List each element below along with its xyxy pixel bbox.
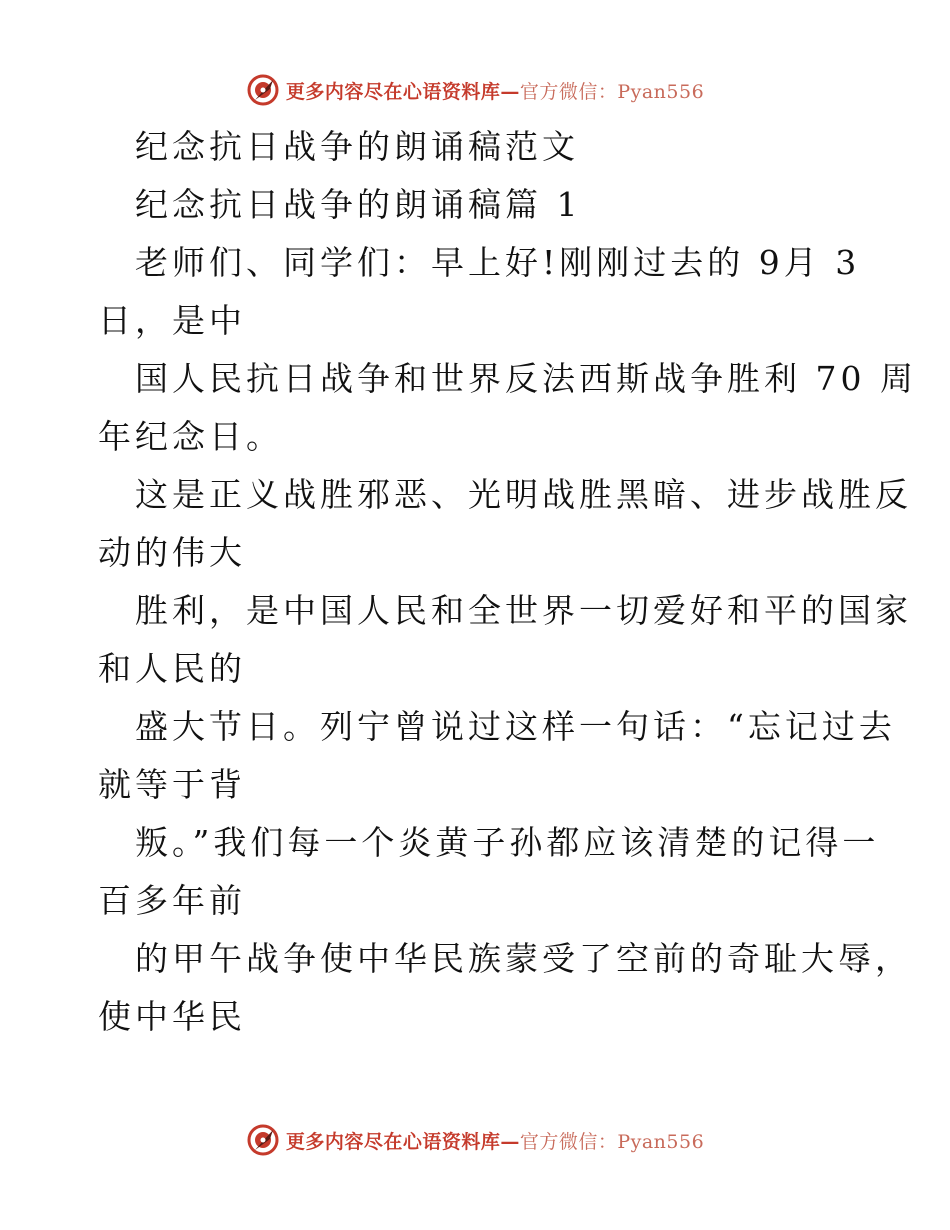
header-banner-text bbox=[286, 77, 704, 104]
text-line: 胜利，是中国人民和全世界一切爱好和平的国家 bbox=[135, 591, 912, 630]
section-heading: 纪念抗日战争的朗诵稿篇 1 bbox=[135, 185, 582, 224]
text-line: 老师们、同学们：早上好!刚刚过去的 9月 3 bbox=[135, 243, 861, 282]
header-separator: — bbox=[500, 80, 520, 103]
text-line: 使中华民 bbox=[98, 997, 246, 1036]
text-line: 这是正义战胜邪恶、光明战胜黑暗、进步战胜反 bbox=[135, 475, 912, 514]
footer-wechat-text: 官方微信：Pyan556 bbox=[519, 1130, 705, 1153]
text-line: 叛。”我们每一个炎黄子孙都应该清楚的记得一 bbox=[135, 823, 880, 862]
text-line: 日，是中 bbox=[98, 301, 246, 340]
footer-separator: — bbox=[500, 1130, 520, 1153]
text-line: 盛大节日。列宁曾说过这样一句话：“忘记过去 bbox=[135, 707, 896, 746]
header-site-text: 更多内容尽在心语资料库 bbox=[285, 80, 501, 103]
text-line: 年纪念日。 bbox=[98, 417, 283, 456]
quill-logo-icon bbox=[246, 1123, 280, 1157]
quill-logo-icon bbox=[246, 73, 280, 107]
text-line: 的甲午战争使中华民族蒙受了空前的奇耻大辱， bbox=[135, 939, 912, 978]
text-line: 就等于背 bbox=[98, 765, 246, 804]
footer-banner-text bbox=[286, 1127, 704, 1154]
text-line: 和人民的 bbox=[98, 649, 246, 688]
text-line: 国人民抗日战争和世界反法西斯战争胜利 70 周 bbox=[135, 359, 917, 398]
header-banner bbox=[0, 70, 950, 110]
text-line: 动的伟大 bbox=[98, 533, 246, 572]
text-line: 百多年前 bbox=[98, 881, 246, 920]
footer-banner bbox=[0, 1120, 950, 1160]
document-title: 纪念抗日战争的朗诵稿范文 bbox=[135, 127, 579, 166]
header-wechat-text: 官方微信：Pyan556 bbox=[519, 80, 705, 103]
footer-site-text: 更多内容尽在心语资料库 bbox=[285, 1130, 501, 1153]
